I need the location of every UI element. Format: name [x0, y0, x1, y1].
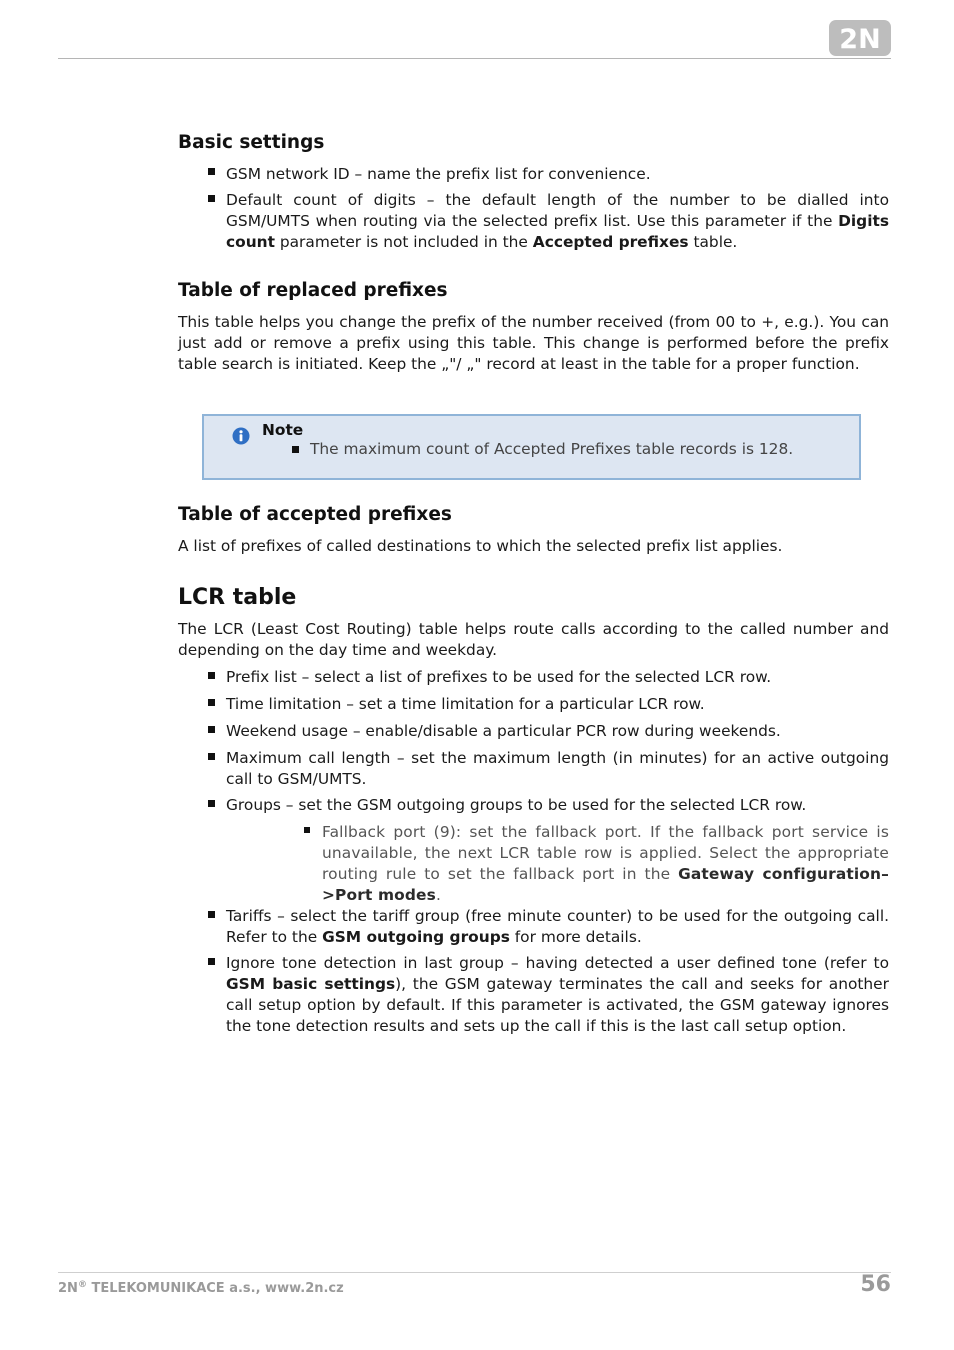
bullet: [208, 168, 215, 175]
list-item-tariffs: Tariffs – select the tariff group (free minute counter) to be used for the outgoing call. Refer to the GSM outgoing groups for more details.: [226, 907, 889, 946]
bullet: [292, 446, 299, 453]
footer-rule: [58, 1272, 891, 1273]
2n-logo: [829, 20, 891, 56]
bullet: [208, 800, 215, 807]
note-text: The maximum count of Accepted Prefixes table records is 128.: [310, 440, 794, 458]
note-title: Note: [262, 421, 304, 439]
replaced-prefixes-paragraph: This table helps you change the prefix of the number received (from 00 to +, e.g.). You can just add or remove a prefix using this table. This change is performed before the prefix table search is initiated. Keep the „"/ „" record at least in the table for a proper function.: [178, 313, 889, 373]
list-item-weekend-usage: Weekend usage – enable/disable a particular PCR row during weekends.: [226, 722, 781, 740]
logo-text: 2N: [839, 24, 881, 55]
header-rule: [58, 58, 891, 59]
note-box: [202, 414, 861, 480]
list-item-max-call-length: Maximum call length – set the maximum length (in minutes) for an active outgoing call to GSM/UMTS.: [226, 749, 889, 788]
bullet: [208, 195, 215, 202]
accepted-prefixes-heading: Table of accepted prefixes: [178, 504, 452, 525]
lcr-table-paragraph: The LCR (Least Cost Routing) table helps route calls according to the called number and depending on the day time and weekday.: [178, 620, 889, 659]
sub-bullet: [304, 827, 310, 833]
replaced-prefixes-heading: Table of replaced prefixes: [178, 280, 448, 301]
list-item-time-limitation: Time limitation – set a time limitation for a particular LCR row.: [226, 695, 705, 713]
accepted-prefixes-paragraph: A list of prefixes of called destinations to which the selected prefix list applies.: [178, 537, 783, 555]
list-item-default-count-digits: Default count of digits – the default length of the number to be dialled into GSM/UMTS when routing via the selected prefix list. Use this parameter if the Digits count parameter is not included in the Accepted prefixes table.: [226, 191, 889, 251]
bullet: [208, 699, 215, 706]
list-item-fallback-port: Fallback port (9): set the fallback port. If the fallback port service is unavailable, the next LCR table row is applied. Select the appropriate routing rule to set the fallback port in the Gateway configuration–>Port modes.: [322, 823, 889, 904]
list-item-prefix-list: Prefix list – select a list of prefixes to be used for the selected LCR row.: [226, 668, 772, 686]
bullet: [208, 726, 215, 733]
list-item-gsm-network-id: GSM network ID – name the prefix list for convenience.: [226, 165, 651, 183]
page-number: 56: [860, 1272, 891, 1297]
list-item-groups: Groups – set the GSM outgoing groups to be used for the selected LCR row.: [226, 796, 807, 814]
bullet: [208, 958, 215, 965]
list-item-ignore-tone-detection: Ignore tone detection in last group – having detected a user defined tone (refer to GSM basic settings), the GSM gateway terminates the call and seeks for another call setup option by default. If this parameter is activated, the GSM gateway ignores the tone detection results and sets up the call if this is the last call setup option.: [226, 954, 889, 1035]
bullet: [208, 672, 215, 679]
basic-settings-heading: Basic settings: [178, 132, 325, 153]
bullet: [208, 753, 215, 760]
info-icon: [232, 427, 250, 445]
footer-company: 2N® TELEKOMUNIKACE a.s., www.2n.cz: [58, 1280, 344, 1296]
bullet: [208, 911, 215, 918]
lcr-table-heading: LCR table: [178, 585, 297, 610]
